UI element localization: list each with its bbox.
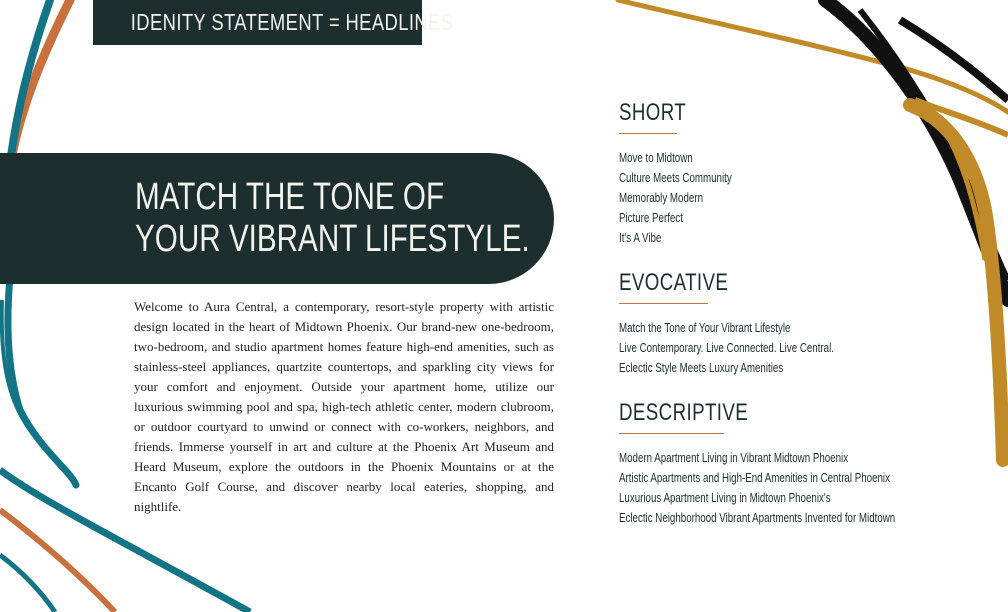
- list-item: Eclectic Style Meets Luxury Amenities: [619, 361, 784, 375]
- list-item: Picture Perfect: [619, 211, 683, 225]
- section-title: DESCRIPTIVE: [619, 399, 749, 426]
- section-divider: [619, 133, 677, 134]
- section-short: [619, 99, 764, 248]
- section-descriptive: [619, 399, 973, 528]
- section-title: EVOCATIVE: [619, 269, 729, 296]
- headline-line-1: MATCH THE TONE OF: [135, 176, 445, 218]
- list-item: Luxurious Apartment Living in Midtown Phoenix's: [619, 491, 831, 505]
- list-item: Culture Meets Community: [619, 171, 732, 185]
- headline-list: [619, 318, 895, 378]
- section-tag-label: IDENITY STATEMENT = HEADLINES: [130, 9, 454, 35]
- body-paragraph: Welcome to Aura Central, a contemporary, resort-style property with artistic design located in the heart of Midtown Phoenix. Our brand-new one-bedroom, two-bedroom, and studio apartment homes feature high-end amenities, such as stainless-steel appliances, quartzite countertops, and sparkling city views for your comfort and enjoyment. Outside your apartment home, utilize our luxurious swimming pool and spa, high-tech athletic center, modern clubroom, or outdoor courtyard to unwind or connect with co-workers, neighbors, and friends. Immerse yourself in art and culture at the Phoenix Art Museum and Heard Museum, explore the outdoors in the Phoenix Mountains or at the Encanto Golf Course, and discover nearby local eateries, shopping, and nightlife.: [134, 299, 554, 514]
- list-item: It's A Vibe: [619, 231, 662, 245]
- section-divider: [619, 433, 724, 434]
- headline: [135, 176, 530, 260]
- list-item: Move to Midtown: [619, 151, 693, 165]
- list-item: Match the Tone of Your Vibrant Lifestyle: [619, 321, 791, 335]
- headline-line-2: YOUR VIBRANT LIFESTYLE.: [135, 218, 530, 260]
- section-divider: [619, 303, 708, 304]
- list-item: Modern Apartment Living in Vibrant Midtown Phoenix: [619, 451, 849, 465]
- headline-list: [619, 448, 973, 528]
- list-item: Artistic Apartments and High-End Amenities in Central Phoenix: [619, 471, 890, 485]
- headline-list: [619, 148, 764, 248]
- section-title: SHORT: [619, 99, 687, 126]
- list-item: Eclectic Neighborhood Vibrant Apartments Invented for Midtown: [619, 511, 896, 525]
- section-tag: [93, 0, 454, 45]
- section-evocative: [619, 269, 895, 378]
- list-item: Live Contemporary. Live Connected. Live Central.: [619, 341, 834, 355]
- list-item: Memorably Modern: [619, 191, 703, 205]
